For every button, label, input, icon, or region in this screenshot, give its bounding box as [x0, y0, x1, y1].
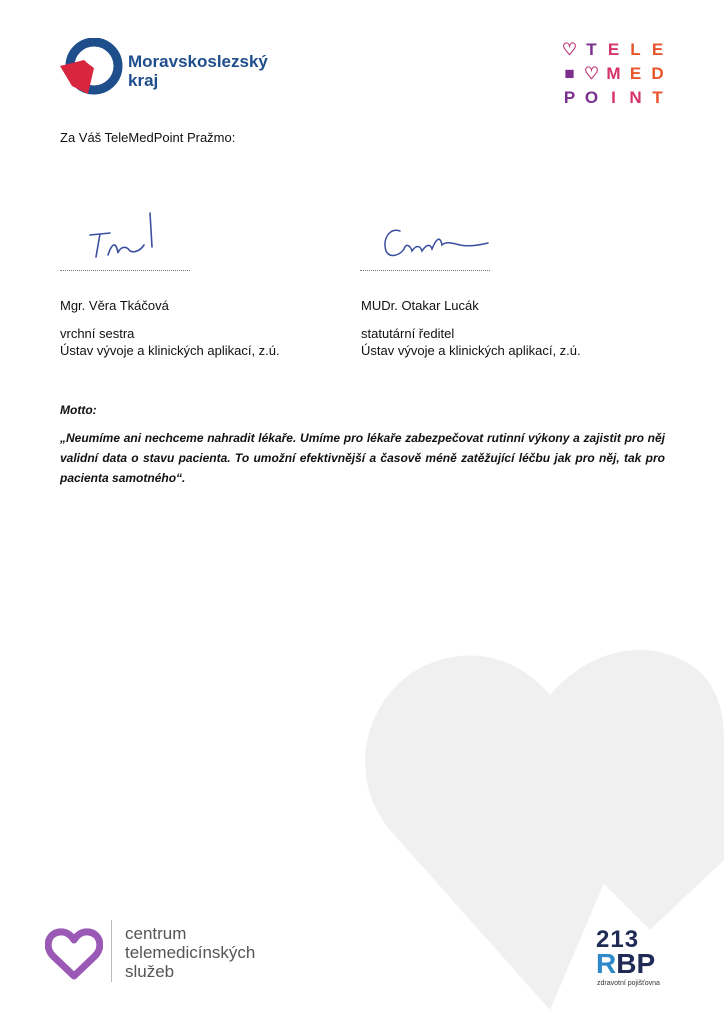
rbp-logo [596, 928, 676, 992]
rbp-number: 213 [596, 926, 640, 953]
telemedpoint-cell: E [607, 39, 620, 59]
telemedpoint-cell: ♡ [561, 39, 578, 59]
telemedpoint-logo [560, 39, 667, 108]
signature-left [60, 205, 190, 271]
ctms-divider [111, 920, 112, 982]
telemedpoint-cell: T [652, 87, 663, 107]
telemedpoint-cell: P [563, 87, 576, 107]
signatory-institution-left: Ústav vývoje a klinických aplikací, z.ú. [60, 343, 280, 358]
signatory-institution-right: Ústav vývoje a klinických aplikací, z.ú. [361, 343, 581, 358]
rbp-letter-r: R [596, 948, 617, 979]
ctms-line2: telemedicínských [125, 943, 256, 962]
signatory-details-left [60, 325, 280, 359]
telemedpoint-cell: ♡ [583, 63, 600, 83]
telemedpoint-cell: O [584, 87, 599, 107]
telemedpoint-cell: I [611, 87, 616, 107]
rbp-subtitle: zdravotní pojišťovna [597, 980, 660, 987]
region-emblem-icon [58, 38, 124, 102]
region-logo [58, 38, 268, 102]
telemedpoint-cell: D [651, 63, 664, 83]
heart-icon [45, 924, 103, 982]
ctms-line1: centrum [125, 924, 187, 943]
telemedpoint-cell: ■ [564, 63, 575, 83]
telemedpoint-cell: T [586, 39, 597, 59]
signatory-details-right [361, 325, 581, 359]
rbp-wordmark [596, 950, 655, 978]
handwritten-signature-right [360, 205, 490, 265]
region-logo-line2: kraj [128, 71, 159, 90]
rbp-letters [596, 948, 655, 979]
signatory-position-right: statutární ředitel [361, 326, 455, 341]
telemedpoint-cell: N [629, 87, 642, 107]
signatory-position-left: vrchní sestra [60, 326, 135, 341]
motto-text: „Neumíme ani nechceme nahradit lékaře. Umíme pro lékaře zabezpečovat rutinní výkony a zajistit pro něj validní data o stavu pacienta. To umožní efektivnější a časově méně zatěžující léčbu jak pro něj, tak pro pacienta samotného“. [60, 431, 665, 485]
signatory-name-right: MUDr. Otakar Lucák [361, 298, 479, 313]
signature-line-left [60, 270, 190, 271]
signatory-name-left: Mgr. Věra Tkáčová [60, 298, 169, 313]
signature-line-right [360, 270, 490, 271]
greeting-text: Za Váš TeleMedPoint Pražmo: [60, 130, 236, 145]
telemedpoint-cell: M [606, 63, 621, 83]
telemedpoint-cell: E [629, 63, 642, 83]
telemedpoint-cell: L [630, 39, 641, 59]
signature-right [360, 205, 490, 271]
rbp-letters-rest: BP [616, 948, 656, 979]
handwritten-signature-left [60, 205, 190, 265]
telemedpoint-cell: E [651, 39, 664, 59]
ctms-line3: služeb [125, 962, 175, 981]
ctms-logo-text [125, 924, 255, 981]
motto-label: Motto: [60, 403, 97, 417]
region-logo-text [128, 52, 268, 90]
ctms-logo [45, 918, 305, 988]
region-logo-line1: Moravskoslezský [128, 52, 268, 71]
